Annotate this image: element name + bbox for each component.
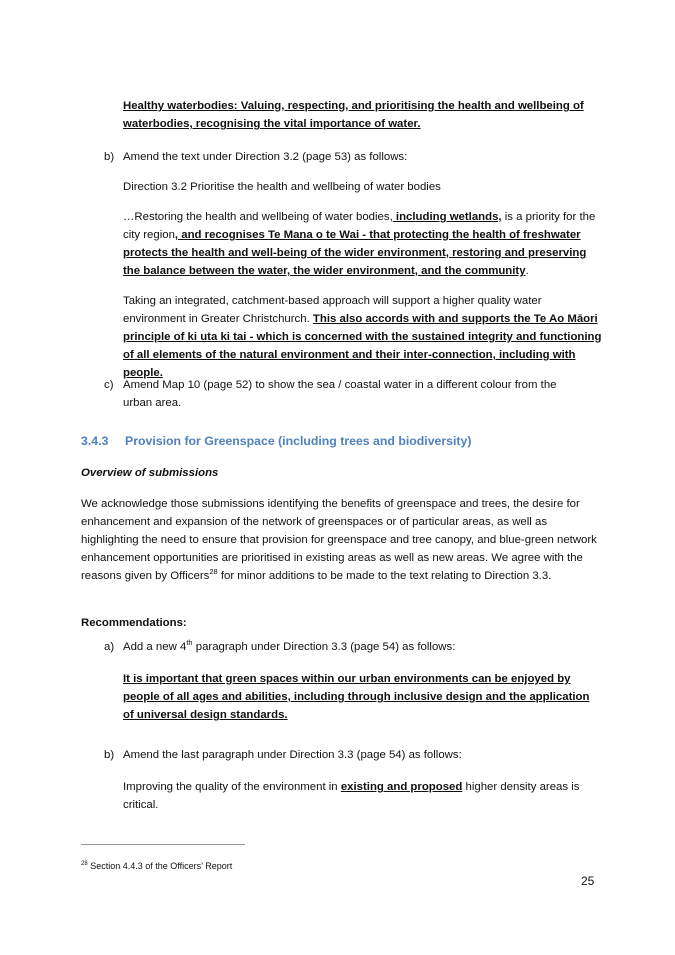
restoring-insert-wetlands: including wetlands, [392,211,502,223]
section-heading [81,432,601,450]
section-title: Provision for Greenspace (including trees and biodiversity) [125,434,472,448]
add-text-1: Add a new 4 [123,641,187,653]
list-marker-a: a) [104,641,115,653]
quality-text-2: higher density areas is critical. [123,781,580,811]
green-spaces-paragraph: It is important that green spaces within our urban environments can be enjoyed by people of all ages and abilities, including through inclusive design and the application of universal design standards. [123,673,590,721]
restoring-text-1: …Restoring the health and wellbeing of water bodies, [123,211,393,223]
add-paragraph-instruction [123,638,603,656]
overview-paragraph [81,495,601,585]
amend-last-paragraph-instruction: Amend the last paragraph under Direction 3.3 (page 54) as follows: [123,749,462,761]
quality-insert: existing and proposed [340,781,463,793]
amend-map-10-instruction: Amend Map 10 (page 52) to show the sea / coastal water in a different colour from the urban area. [123,379,557,409]
restoring-text-2: is a priority for the city region [123,211,596,241]
healthy-waterbodies-text: Healthy waterbodies: Valuing, respecting, and prioritising the health and wellbeing of waterbodies, recognising the vital importance of water. [123,100,584,130]
direction-3-2-title: Direction 3.2 Prioritise the health and wellbeing of water bodies [123,181,441,193]
quality-text-1: Improving the quality of the environment in [123,781,341,793]
footnote-ref: 28 [209,567,218,577]
quality-paragraph [123,778,593,814]
list-marker-c: c) [104,379,114,391]
overview-heading: Overview of submissions [81,467,219,479]
restoring-paragraph [123,208,603,280]
section-number: 3.4.3 [81,434,109,448]
list-marker-b-2: b) [104,749,115,761]
catchment-text: Taking an integrated, catchment-based approach will support a higher quality water environment in Greater Christchurch. [123,295,542,325]
footnote [81,860,232,872]
add-text-2: paragraph under Direction 3.3 (page 54) as follows: [192,641,456,653]
overview-text-1: We acknowledge those submissions identifying the benefits of greenspace and trees, the desire for enhancement and expansion of the network of greenspaces or of particular areas, as well as highlighting the need to ensure that provision for greenspace and tree canopy, and blue-green network enhancement opportunities are prioritised in existing areas as well as new areas. We agree with the reasons given by Officers [81,498,597,582]
catchment-paragraph [123,292,603,382]
footnote-divider [81,844,245,845]
overview-text-2: for minor additions to be made to the text relating to Direction 3.3. [217,570,552,582]
footnote-number: 28 [81,861,88,867]
list-marker-b: b) [104,151,115,163]
footnote-text: Section 4.4.3 of the Officers’ Report [87,861,233,871]
page-number: 25 [581,874,595,888]
recommendations-heading: Recommendations: [81,617,187,629]
restoring-insert-te-mana: , and recognises Te Mana o te Wai - that protecting the health of freshwater protects the health and well-being of the wider environment, restoring and preserving the balance between the water, the wider environment, and the community [123,229,587,277]
catchment-insert-ki-uta: This also accords with and supports the Te Ao Māori principle of ki uta ki tai - which is concerned with the sustained integrity and functioning of all elements of the natural environment and their inter-connection, including with people. [123,313,602,379]
amend-direction-3-2-instruction: Amend the text under Direction 3.2 (page 53) as follows: [123,151,408,163]
ordinal-suffix: th [186,638,193,648]
restoring-text-end: . [525,265,529,277]
